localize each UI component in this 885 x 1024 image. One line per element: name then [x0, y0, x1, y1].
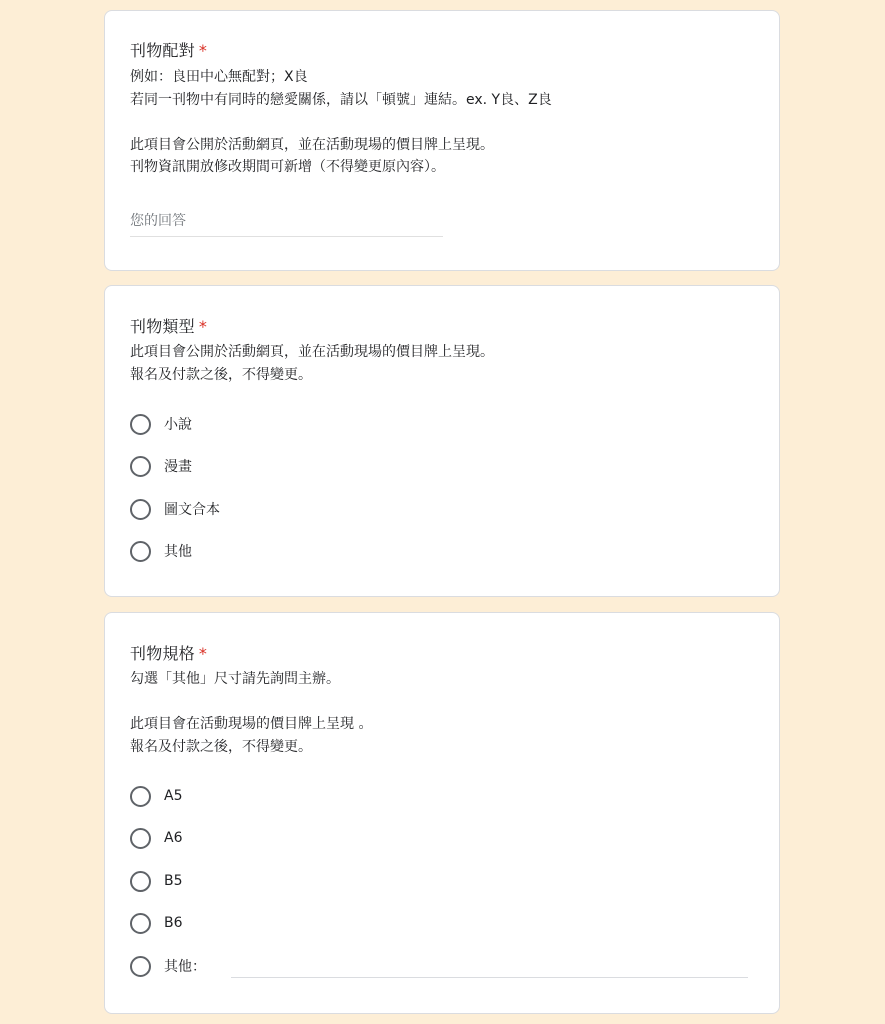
other-size-input[interactable] — [231, 953, 752, 979]
question-title-text: 刊物配對 — [130, 41, 195, 60]
radio-button[interactable] — [130, 913, 151, 934]
radio-option-b5[interactable] — [130, 869, 183, 893]
radio-option-a5[interactable] — [130, 784, 182, 808]
question-title-text: 刊物規格 — [130, 644, 195, 663]
description-line: 若同一刊物中有同時的戀愛關係，請以「頓號」連結。ex. Y良、Z良 — [130, 91, 552, 108]
description-line: 例如：良田中心無配對；X良 — [130, 69, 308, 85]
answer-field[interactable] — [130, 208, 443, 237]
question-description — [130, 66, 552, 179]
answer-input[interactable] — [130, 208, 443, 234]
question-card-size — [104, 612, 780, 1014]
radio-button[interactable] — [130, 541, 151, 562]
description-line — [130, 691, 372, 714]
radio-option-other[interactable] — [130, 539, 192, 563]
radio-button[interactable] — [130, 414, 151, 435]
required-asterisk: * — [198, 317, 208, 336]
radio-button[interactable] — [130, 956, 151, 977]
option-label: B6 — [164, 915, 183, 931]
question-card-pairing — [104, 10, 780, 271]
option-label: 漫畫 — [164, 459, 192, 475]
description-line: 報名及付款之後，不得變更。 — [130, 738, 312, 755]
radio-button[interactable] — [130, 786, 151, 807]
description-line: 刊物資訊開放修改期間可新增（不得變更原內容）。 — [130, 159, 445, 175]
radio-button[interactable] — [130, 871, 151, 892]
option-label: 其他： — [164, 959, 206, 975]
option-label: 小說 — [164, 417, 192, 433]
description-line — [130, 111, 552, 134]
description-line: 此項目會公開於活動網頁，並在活動現場的價目牌上呈現。 — [130, 136, 494, 153]
option-label: A5 — [164, 788, 183, 804]
radio-option-a6[interactable] — [130, 826, 182, 850]
description-line: 此項目會公開於活動網頁，並在活動現場的價目牌上呈現。 — [130, 344, 494, 360]
required-asterisk: * — [198, 41, 208, 60]
question-title — [130, 641, 207, 664]
question-title — [130, 38, 207, 61]
required-asterisk: * — [198, 644, 208, 663]
other-input-underline — [231, 977, 748, 978]
radio-option-b6[interactable] — [130, 911, 183, 935]
question-description — [130, 668, 372, 758]
description-line: 此項目會在活動現場的價目牌上呈現 。 — [130, 716, 373, 732]
radio-option-comic[interactable] — [130, 454, 192, 478]
option-label: A6 — [164, 830, 183, 846]
radio-option-novel[interactable] — [130, 412, 192, 436]
radio-button[interactable] — [130, 499, 151, 520]
question-description — [130, 341, 494, 386]
description-line: 報名及付款之後，不得變更。 — [130, 366, 312, 383]
option-label: 圖文合本 — [164, 502, 220, 518]
question-card-type — [104, 285, 780, 597]
radio-button[interactable] — [130, 456, 151, 477]
question-title-text: 刊物類型 — [130, 317, 195, 336]
question-title — [130, 314, 207, 337]
option-label: B5 — [164, 873, 183, 889]
radio-option-mixed[interactable] — [130, 497, 220, 521]
radio-button[interactable] — [130, 828, 151, 849]
option-label: 其他 — [164, 544, 192, 560]
description-line: 勾選「其他」尺寸請先詢問主辦。 — [130, 671, 340, 687]
radio-option-other[interactable] — [130, 954, 206, 978]
